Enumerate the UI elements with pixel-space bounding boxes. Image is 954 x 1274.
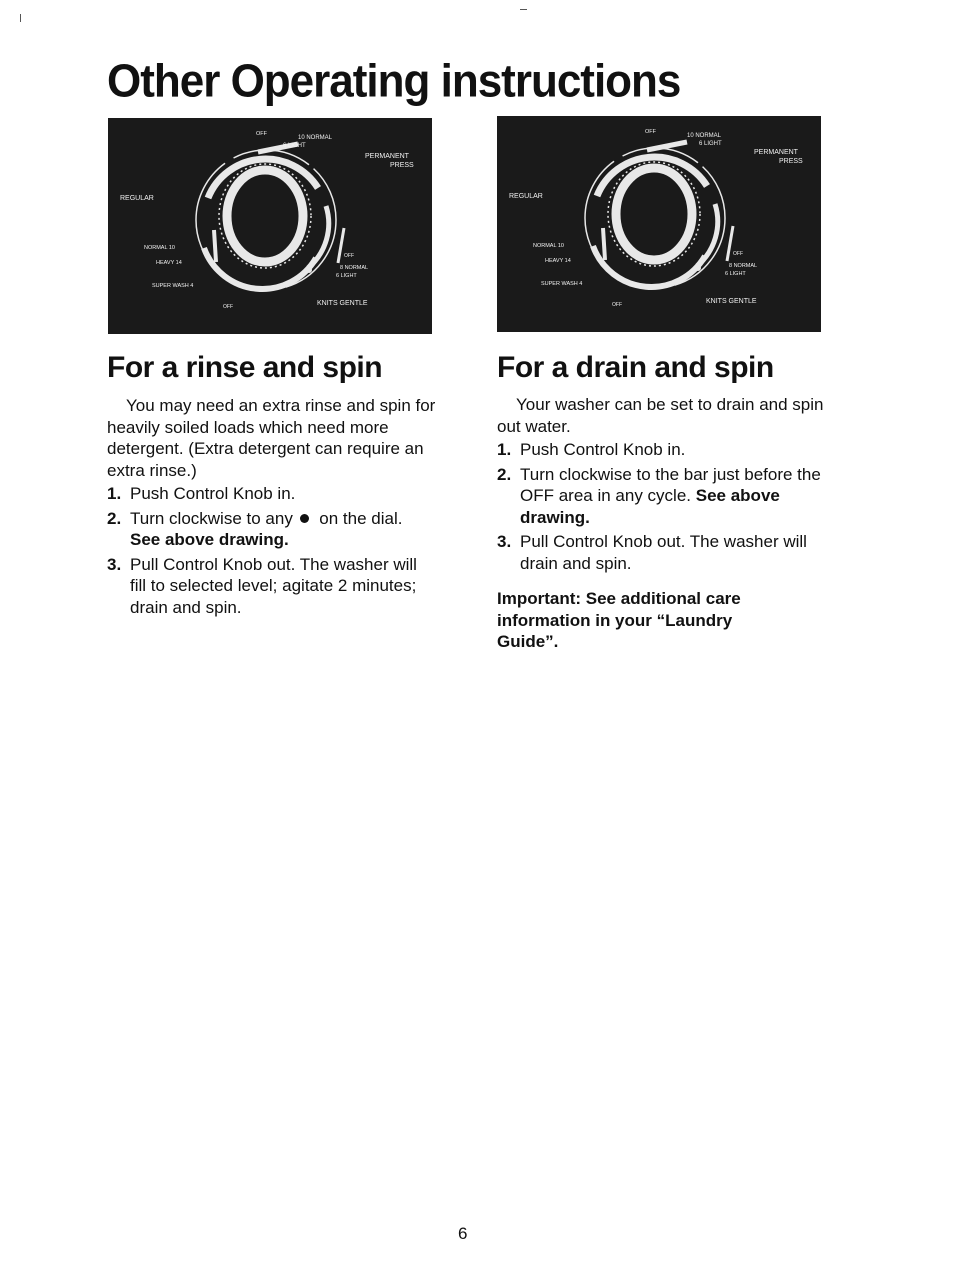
step-number: 2. [107, 508, 122, 528]
list-item [107, 483, 437, 505]
label-6-light: 6 LIGHT [699, 141, 722, 147]
control-dial-drawing [108, 118, 432, 334]
control-dial-drawing [497, 116, 821, 332]
list-item [497, 464, 827, 529]
rinse-intro: You may need an extra rinse and spin for heavily soiled loads which need more detergent. (Extra detergent can require an extra rinse.) [107, 396, 436, 480]
step-text: on the dial. [319, 508, 403, 528]
scan-speck [520, 9, 527, 10]
label-permanent: PERMANENT [365, 153, 409, 160]
label-8-normal: 8 NORMAL [340, 265, 369, 271]
drain-intro: Your washer can be set to drain and spin out water. [497, 395, 824, 436]
list-item [497, 531, 827, 574]
label-10-normal: 10 NORMAL [687, 133, 722, 139]
page-number: 6 [458, 1224, 468, 1243]
step-text: Push Control Knob in. [130, 484, 296, 503]
label-knits-gentle: KNITS GENTLE [317, 300, 368, 307]
dial-illustration-left [108, 118, 432, 334]
rinse-section [107, 395, 437, 621]
dial-illustration-right [497, 116, 821, 332]
label-press: PRESS [779, 158, 803, 165]
label-normal-10: NORMAL 10 [533, 243, 564, 249]
drain-steps [497, 439, 827, 574]
step-text: Push Control Knob in. [520, 440, 686, 459]
step-text: Turn clockwise to the bar just before the OFF area in any cycle. [520, 464, 821, 505]
important-note: Important: See additional care information in your “Laundry Guide”. [497, 589, 741, 651]
label-super-wash-4: SUPER WASH 4 [541, 281, 583, 287]
scan-speck [20, 14, 21, 22]
drain-section [497, 394, 827, 653]
page-title: Other Operating instructions [107, 55, 681, 108]
step-number: 1. [497, 440, 512, 459]
list-item [107, 508, 437, 551]
label-off-right: OFF [344, 253, 354, 259]
label-press: PRESS [390, 162, 414, 169]
label-heavy-14: HEAVY 14 [156, 260, 182, 266]
step-reference: See above drawing. [520, 486, 780, 527]
label-off-bottom: OFF [612, 302, 622, 308]
label-10-normal: 10 NORMAL [298, 135, 333, 141]
label-super-wash-4: SUPER WASH 4 [152, 283, 194, 289]
step-text: Pull Control Knob out. The washer will drain and spin. [520, 532, 807, 573]
step-reference: See above drawing. [130, 530, 289, 549]
label-permanent: PERMANENT [754, 149, 798, 156]
drain-heading: For a drain and spin [497, 351, 774, 384]
label-off-top: OFF [256, 131, 267, 137]
bullet-dot-icon [300, 514, 309, 523]
list-item [107, 554, 437, 619]
step-number: 1. [107, 484, 122, 503]
label-6-light-right: 6 LIGHT [336, 273, 357, 279]
step-number: 2. [497, 464, 512, 484]
label-off-right: OFF [733, 251, 743, 257]
label-regular: REGULAR [120, 195, 154, 202]
label-8-normal: 8 NORMAL [729, 263, 758, 269]
label-off-top: OFF [645, 129, 656, 135]
label-6-light: 6 LIGHT [283, 143, 306, 149]
step-text: Turn clockwise to any [130, 508, 293, 528]
label-heavy-14: HEAVY 14 [545, 258, 571, 264]
label-off-bottom: OFF [223, 304, 233, 310]
label-normal-10: NORMAL 10 [144, 245, 175, 251]
step-text: Pull Control Knob out. The washer will fill to selected level; agitate 2 minutes; drain and spin. [130, 554, 417, 617]
label-knits-gentle: KNITS GENTLE [706, 298, 757, 305]
step-number: 3. [107, 554, 122, 574]
rinse-heading: For a rinse and spin [107, 351, 383, 384]
label-regular: REGULAR [509, 193, 543, 200]
rinse-steps [107, 483, 437, 618]
label-6-light-right: 6 LIGHT [725, 271, 746, 277]
list-item [497, 439, 827, 461]
step-number: 3. [497, 532, 512, 551]
